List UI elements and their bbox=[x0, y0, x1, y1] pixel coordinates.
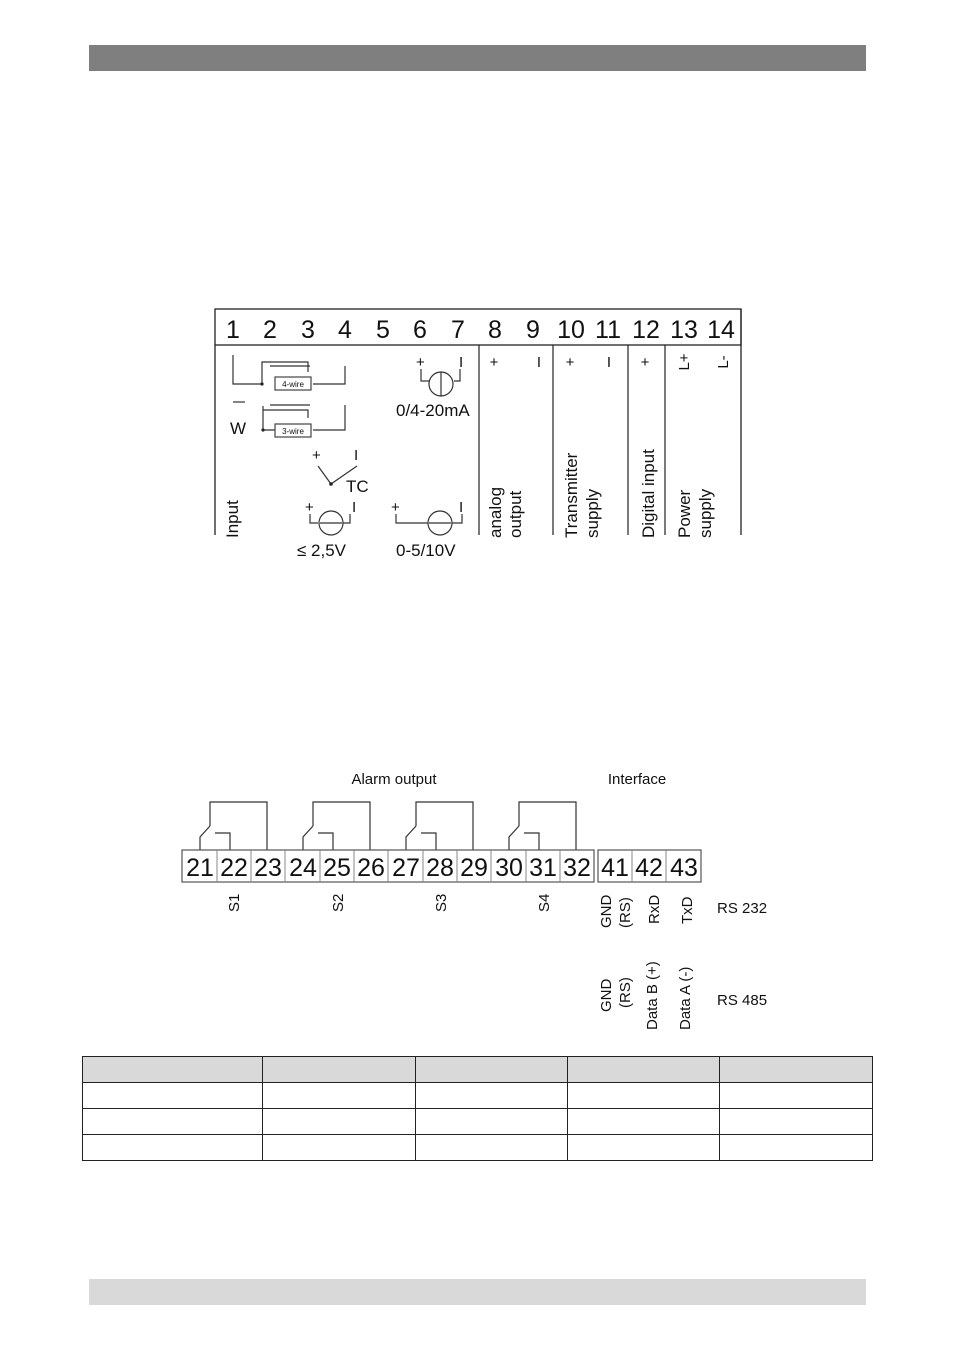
vhigh-label: 0-5/10V bbox=[396, 541, 456, 560]
tc-plus: + bbox=[312, 447, 321, 464]
rs485-label: RS 485 bbox=[717, 992, 768, 1009]
rs232-gnd-rs: (RS) bbox=[617, 897, 634, 928]
table-cell bbox=[83, 1083, 263, 1109]
tc-label: TC bbox=[346, 477, 369, 496]
tc-minus: I bbox=[354, 447, 359, 464]
top-terminal-strip bbox=[215, 309, 741, 535]
rs485-data-b: Data B (+) bbox=[644, 961, 661, 1030]
voltage-source-low bbox=[297, 499, 356, 560]
rs485-labels bbox=[598, 961, 767, 1030]
terminal-3: 3 bbox=[301, 316, 315, 344]
rs485-gnd-rs: (RS) bbox=[617, 977, 634, 1008]
terminal-9: 9 bbox=[526, 316, 540, 344]
terminal-10: 10 bbox=[557, 316, 585, 344]
alarm-output-title: Alarm output bbox=[351, 771, 437, 788]
current-minus: I bbox=[459, 354, 464, 371]
table-cell bbox=[262, 1109, 415, 1135]
interface-title: Interface bbox=[607, 771, 667, 788]
table-cell bbox=[415, 1083, 568, 1109]
rs232-rxd: RxD bbox=[646, 894, 663, 924]
terminal-23: 23 bbox=[254, 854, 282, 882]
terminal-21: 21 bbox=[186, 854, 214, 882]
terminal-25: 25 bbox=[323, 854, 351, 882]
rs232-label: RS 232 bbox=[717, 900, 768, 917]
rtd-wiring bbox=[230, 355, 345, 438]
table-cell bbox=[83, 1057, 263, 1083]
vhigh-plus: + bbox=[391, 499, 400, 516]
interface-terminal-strip bbox=[598, 850, 701, 882]
t8-sign: + bbox=[489, 354, 499, 371]
table-cell bbox=[83, 1135, 263, 1161]
terminal-5: 5 bbox=[376, 316, 390, 344]
table-cell bbox=[568, 1135, 720, 1161]
rs232-txd: TxD bbox=[679, 896, 696, 924]
table-cell bbox=[568, 1083, 720, 1109]
terminal-2: 2 bbox=[263, 316, 277, 344]
thermocouple-symbol bbox=[312, 447, 369, 496]
terminal-41: 41 bbox=[601, 854, 629, 882]
rs232-labels bbox=[598, 895, 767, 929]
label-power-supply: supply bbox=[696, 488, 715, 538]
relay-s3-label: S3 bbox=[433, 893, 450, 912]
rs485-gnd: GND bbox=[598, 978, 615, 1012]
table-row bbox=[83, 1135, 873, 1161]
vlow-plus: + bbox=[305, 499, 314, 516]
relay-s2-label: S2 bbox=[330, 893, 347, 912]
table-cell bbox=[568, 1057, 720, 1083]
relay-labels bbox=[226, 894, 553, 912]
current-label: 0/4-20mA bbox=[396, 401, 470, 420]
terminal-27: 27 bbox=[392, 854, 420, 882]
label-transmitter-supply: supply bbox=[583, 488, 602, 538]
terminal-4: 4 bbox=[338, 316, 352, 344]
terminal-42: 42 bbox=[635, 854, 663, 882]
t13-sign: L+ bbox=[676, 353, 693, 371]
terminal-29: 29 bbox=[460, 854, 488, 882]
t11-sign: I bbox=[606, 354, 612, 371]
footer-bar bbox=[89, 1279, 866, 1305]
terminal-1: 1 bbox=[226, 316, 240, 344]
table-cell bbox=[415, 1135, 568, 1161]
relay-contacts bbox=[200, 802, 576, 850]
table-cell bbox=[568, 1109, 720, 1135]
top-section-labels bbox=[223, 449, 715, 538]
label-digital-input: Digital input bbox=[639, 449, 658, 538]
label-power: Power bbox=[675, 489, 694, 538]
t10-sign: + bbox=[565, 354, 575, 371]
label-output: output bbox=[506, 490, 525, 538]
vhigh-minus: I bbox=[459, 499, 464, 516]
table-row bbox=[83, 1083, 873, 1109]
terminal-30: 30 bbox=[495, 854, 523, 882]
terminal-7: 7 bbox=[451, 316, 465, 344]
table-cell bbox=[262, 1135, 415, 1161]
table-cell bbox=[262, 1083, 415, 1109]
vlow-minus: I bbox=[352, 499, 357, 516]
table-cell bbox=[262, 1057, 415, 1083]
table-cell bbox=[415, 1057, 568, 1083]
table-cell bbox=[720, 1057, 873, 1083]
table-cell bbox=[720, 1109, 873, 1135]
terminal-26: 26 bbox=[357, 854, 385, 882]
relay-s1-label: S1 bbox=[226, 893, 243, 912]
top-terminal-signs bbox=[490, 353, 732, 371]
rtd-w-label: W bbox=[230, 419, 247, 438]
table-row bbox=[83, 1109, 873, 1135]
rtd-3wire-label: 3-wire bbox=[282, 427, 304, 436]
voltage-source-high bbox=[391, 499, 463, 560]
terminal-13: 13 bbox=[670, 316, 698, 344]
t9-sign: I bbox=[536, 354, 542, 371]
label-analog: analog bbox=[486, 486, 505, 538]
vlow-label: ≤ 2,5V bbox=[297, 541, 347, 560]
terminal-28: 28 bbox=[426, 854, 454, 882]
t12-sign: + bbox=[640, 354, 650, 371]
terminal-22: 22 bbox=[220, 854, 248, 882]
terminal-12: 12 bbox=[632, 316, 660, 344]
table-cell bbox=[720, 1135, 873, 1161]
terminal-6: 6 bbox=[413, 316, 427, 344]
current-plus: + bbox=[416, 354, 425, 371]
terminal-31: 31 bbox=[529, 854, 557, 882]
current-source bbox=[396, 354, 470, 420]
terminal-24: 24 bbox=[289, 854, 317, 882]
terminal-8: 8 bbox=[488, 316, 502, 344]
label-input: Input bbox=[223, 500, 242, 538]
terminal-32: 32 bbox=[563, 854, 591, 882]
terminal-11: 11 bbox=[595, 316, 621, 344]
terminal-14: 14 bbox=[707, 316, 735, 344]
terminal-43: 43 bbox=[670, 854, 698, 882]
rs485-data-a: Data A (-) bbox=[677, 966, 694, 1030]
empty-table bbox=[82, 1056, 873, 1161]
label-transmitter: Transmitter bbox=[562, 452, 581, 538]
rtd-4wire-label: 4-wire bbox=[282, 380, 304, 389]
table-cell bbox=[720, 1083, 873, 1109]
relay-s4-label: S4 bbox=[536, 893, 553, 912]
t14-sign: L- bbox=[715, 355, 732, 369]
table-cell bbox=[83, 1109, 263, 1135]
table-cell bbox=[415, 1109, 568, 1135]
rs232-gnd: GND bbox=[598, 894, 615, 928]
relay-terminal-strip bbox=[182, 850, 594, 882]
table-header-row bbox=[83, 1057, 873, 1083]
